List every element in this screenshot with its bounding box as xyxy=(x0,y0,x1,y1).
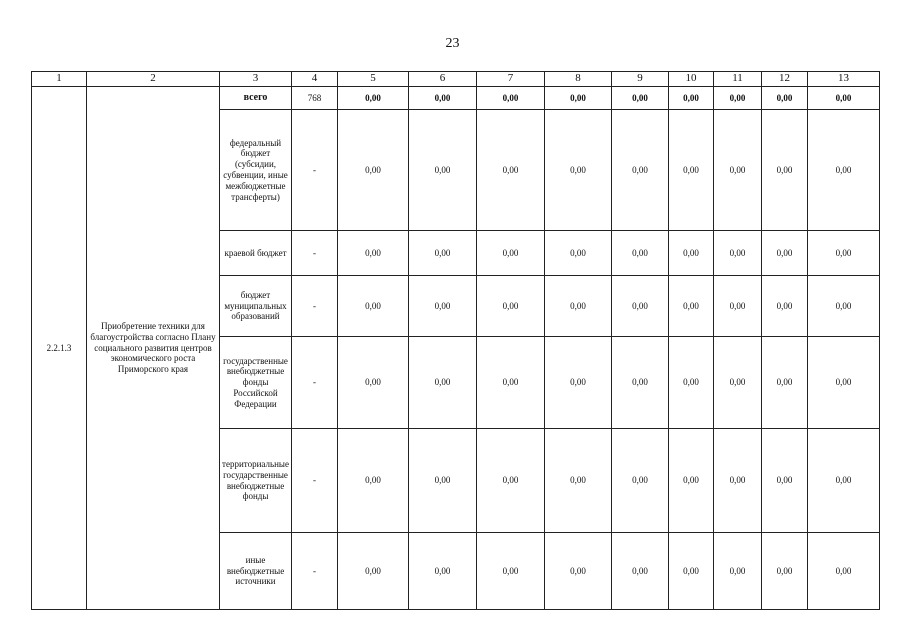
amount-cell: 0,00 xyxy=(762,87,808,110)
amount-cell: 0,00 xyxy=(338,429,409,533)
amount-cell: 0,00 xyxy=(808,276,880,337)
amount-cell: 0,00 xyxy=(808,429,880,533)
amount-cell: 0,00 xyxy=(477,87,545,110)
amount-cell: 0,00 xyxy=(669,276,714,337)
amount-cell: 0,00 xyxy=(714,87,762,110)
amount-cell: 0,00 xyxy=(669,429,714,533)
header-cell: 3 xyxy=(220,72,292,87)
amount-cell: 0,00 xyxy=(612,276,669,337)
amount-cell: 0,00 xyxy=(808,231,880,276)
col4-value: - xyxy=(292,533,338,610)
amount-cell: 0,00 xyxy=(762,110,808,231)
amount-cell: 0,00 xyxy=(669,110,714,231)
amount-cell: 0,00 xyxy=(612,231,669,276)
page-number: 23 xyxy=(445,36,460,51)
col4-value: - xyxy=(292,276,338,337)
amount-cell: 0,00 xyxy=(477,429,545,533)
amount-cell: 0,00 xyxy=(808,110,880,231)
amount-cell: 0,00 xyxy=(409,110,477,231)
amount-cell: 0,00 xyxy=(545,87,612,110)
amount-cell: 0,00 xyxy=(338,87,409,110)
amount-cell: 0,00 xyxy=(338,337,409,429)
amount-cell: 0,00 xyxy=(669,337,714,429)
amount-cell: 0,00 xyxy=(338,231,409,276)
amount-cell: 0,00 xyxy=(714,533,762,610)
amount-cell: 0,00 xyxy=(612,110,669,231)
header-cell: 11 xyxy=(714,72,762,87)
amount-cell: 0,00 xyxy=(612,429,669,533)
amount-cell: 0,00 xyxy=(409,429,477,533)
amount-cell: 0,00 xyxy=(762,231,808,276)
header-cell: 1 xyxy=(32,72,87,87)
amount-cell: 0,00 xyxy=(669,87,714,110)
amount-cell: 0,00 xyxy=(409,337,477,429)
budget-table xyxy=(31,71,880,610)
col4-value: - xyxy=(292,110,338,231)
funding-source: иные внебюджетные источники xyxy=(220,533,292,610)
col4-value: - xyxy=(292,429,338,533)
amount-cell: 0,00 xyxy=(338,110,409,231)
amount-cell: 0,00 xyxy=(762,429,808,533)
amount-cell: 0,00 xyxy=(338,533,409,610)
header-cell: 2 xyxy=(87,72,220,87)
col4-value: 768 xyxy=(292,87,338,110)
amount-cell: 0,00 xyxy=(762,337,808,429)
amount-cell: 0,00 xyxy=(808,337,880,429)
funding-source: всего xyxy=(220,87,292,110)
amount-cell: 0,00 xyxy=(477,231,545,276)
amount-cell: 0,00 xyxy=(612,87,669,110)
amount-cell: 0,00 xyxy=(669,231,714,276)
amount-cell: 0,00 xyxy=(714,429,762,533)
amount-cell: 0,00 xyxy=(762,276,808,337)
amount-cell: 0,00 xyxy=(477,110,545,231)
amount-cell: 0,00 xyxy=(762,533,808,610)
amount-cell: 0,00 xyxy=(545,533,612,610)
amount-cell: 0,00 xyxy=(714,110,762,231)
amount-cell: 0,00 xyxy=(545,337,612,429)
amount-cell: 0,00 xyxy=(545,110,612,231)
header-cell: 12 xyxy=(762,72,808,87)
amount-cell: 0,00 xyxy=(477,533,545,610)
item-name: Приобретение техники для благоустройства согласно Плану социального развития центров экономического роста Приморского края xyxy=(87,87,220,610)
funding-source: федеральный бюджет (субсидии, субвенции, иные межбюджетные трансферты) xyxy=(220,110,292,231)
amount-cell: 0,00 xyxy=(808,87,880,110)
amount-cell: 0,00 xyxy=(612,337,669,429)
amount-cell: 0,00 xyxy=(477,276,545,337)
amount-cell: 0,00 xyxy=(338,276,409,337)
table-row xyxy=(32,87,880,110)
amount-cell: 0,00 xyxy=(669,533,714,610)
amount-cell: 0,00 xyxy=(409,87,477,110)
header-cell: 10 xyxy=(669,72,714,87)
amount-cell: 0,00 xyxy=(545,231,612,276)
amount-cell: 0,00 xyxy=(409,533,477,610)
funding-source: государственные внебюджетные фонды Российской Федерации xyxy=(220,337,292,429)
funding-source: территориальные государственные внебюджетные фонды xyxy=(220,429,292,533)
header-cell: 6 xyxy=(409,72,477,87)
amount-cell: 0,00 xyxy=(714,337,762,429)
header-cell: 5 xyxy=(338,72,409,87)
amount-cell: 0,00 xyxy=(409,231,477,276)
col4-value: - xyxy=(292,231,338,276)
amount-cell: 0,00 xyxy=(477,337,545,429)
amount-cell: 0,00 xyxy=(808,533,880,610)
header-cell: 8 xyxy=(545,72,612,87)
funding-source: краевой бюджет xyxy=(220,231,292,276)
header-cell: 13 xyxy=(808,72,880,87)
header-row xyxy=(32,72,880,87)
header-cell: 7 xyxy=(477,72,545,87)
amount-cell: 0,00 xyxy=(714,231,762,276)
item-code: 2.2.1.3 xyxy=(32,87,87,610)
funding-source: бюджет муниципальных образований xyxy=(220,276,292,337)
amount-cell: 0,00 xyxy=(545,276,612,337)
amount-cell: 0,00 xyxy=(612,533,669,610)
amount-cell: 0,00 xyxy=(409,276,477,337)
col4-value: - xyxy=(292,337,338,429)
header-cell: 4 xyxy=(292,72,338,87)
amount-cell: 0,00 xyxy=(714,276,762,337)
amount-cell: 0,00 xyxy=(545,429,612,533)
header-cell: 9 xyxy=(612,72,669,87)
